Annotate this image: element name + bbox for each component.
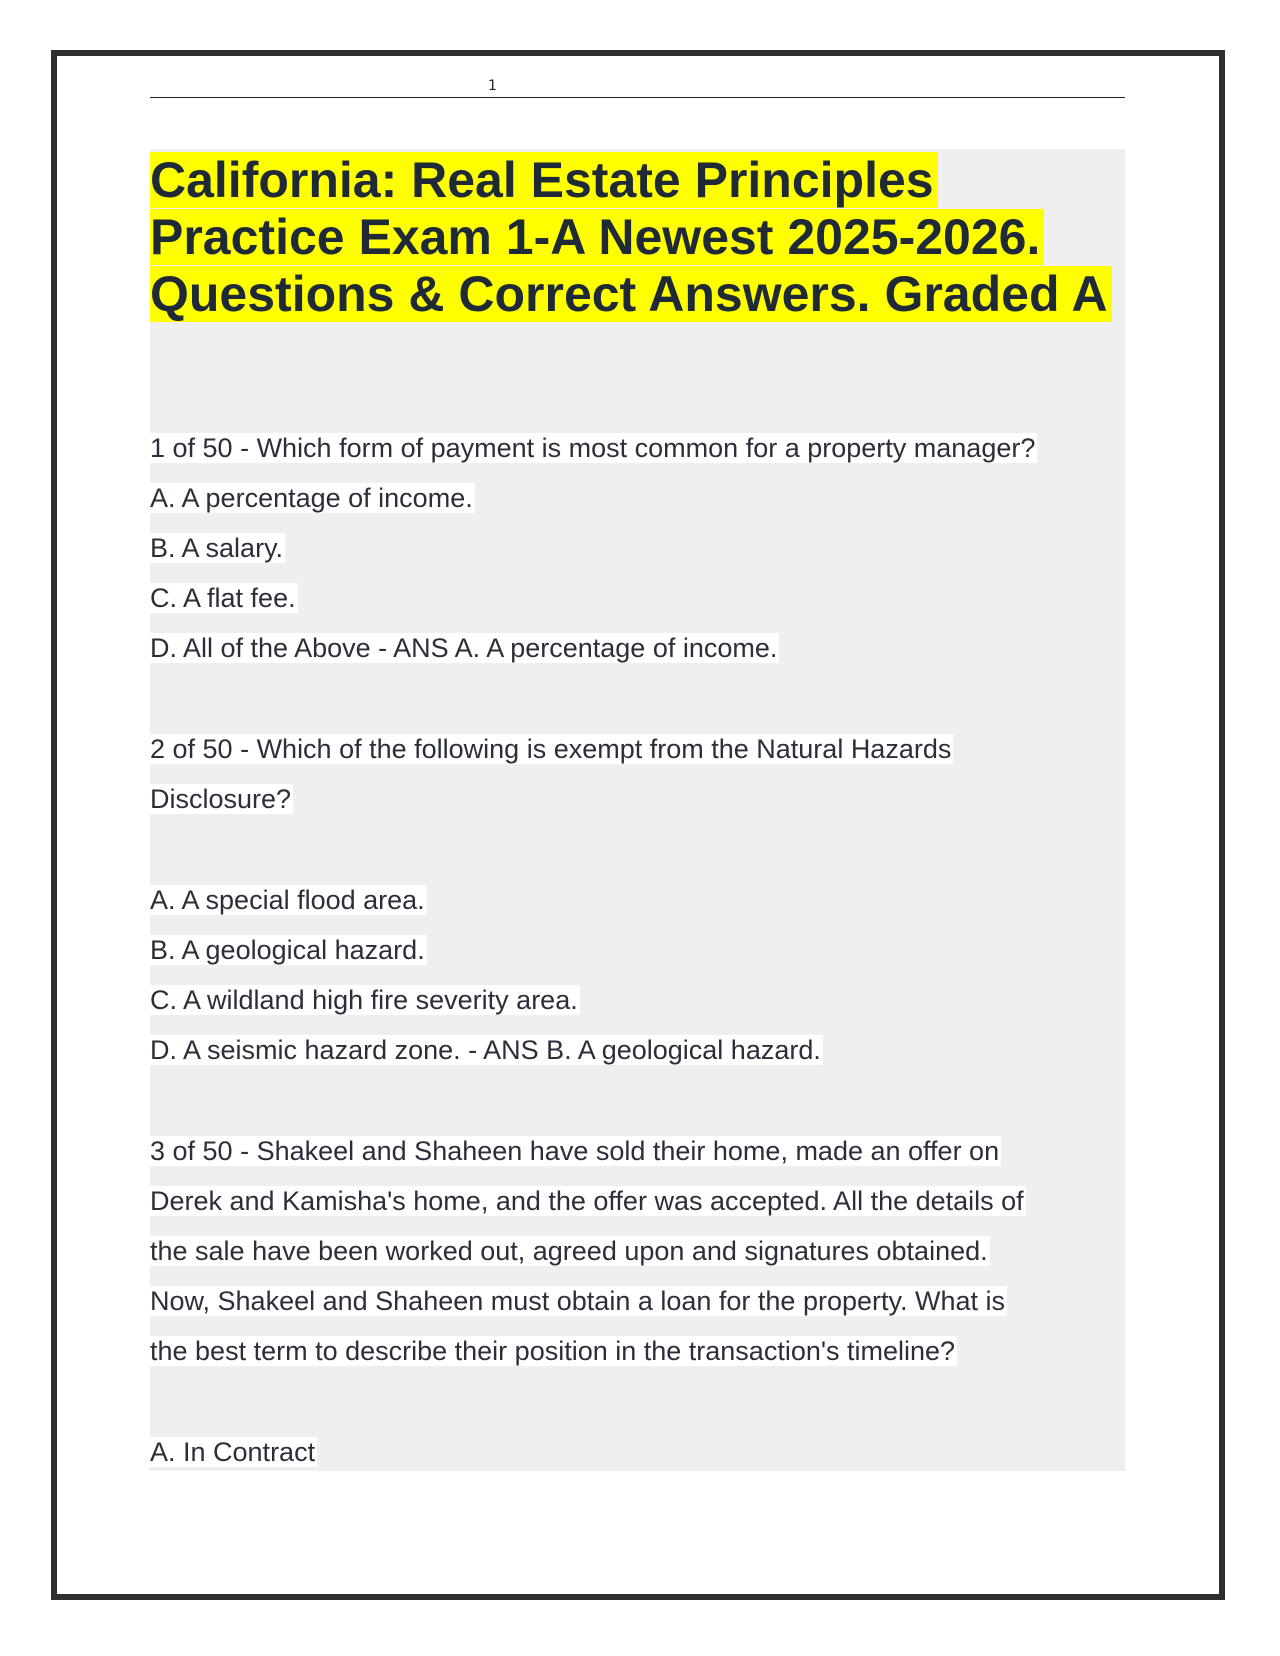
question-1-option-a: A. A percentage of income. — [150, 483, 473, 513]
question-3-text-line-5: the best term to describe their position in the transaction's timeline? — [150, 1336, 956, 1366]
page-number: 1 — [488, 78, 497, 94]
document-title — [150, 152, 1125, 323]
question-1-option-b: B. A salary. — [150, 533, 284, 563]
question-3-text-line-2: Derek and Kamisha's home, and the offer was accepted. All the details of — [150, 1186, 1024, 1216]
question-2-option-d-answer: D. A seismic hazard zone. - ANS B. A geological hazard. — [150, 1035, 821, 1065]
title-line-1: California: Real Estate Principles — [150, 152, 938, 208]
question-3-text-line-3: the sale have been worked out, agreed upon and signatures obtained. — [150, 1236, 988, 1266]
question-3-text-line-4: Now, Shakeel and Shaheen must obtain a loan for the property. What is — [150, 1286, 1006, 1316]
question-2-text-line-1: 2 of 50 - Which of the following is exempt from the Natural Hazards — [150, 734, 952, 764]
question-3-text-line-1: 3 of 50 - Shakeel and Shaheen have sold their home, made an offer on — [150, 1136, 1000, 1166]
question-1-option-c: C. A flat fee. — [150, 583, 296, 613]
question-2-option-a: A. A special flood area. — [150, 885, 425, 915]
question-1-text: 1 of 50 - Which form of payment is most common for a property manager? — [150, 433, 1036, 463]
title-line-3: Questions & Correct Answers. Graded A — [150, 266, 1112, 322]
content-background — [150, 149, 1125, 1471]
question-2-option-b: B. A geological hazard. — [150, 935, 425, 965]
title-line-2: Practice Exam 1-A Newest 2025-2026. — [150, 209, 1044, 265]
question-3-option-a: A. In Contract — [150, 1437, 316, 1467]
header-rule — [150, 97, 1125, 98]
question-1-option-d-answer: D. All of the Above - ANS A. A percentage of income. — [150, 633, 778, 663]
question-2-text-line-2: Disclosure? — [150, 784, 292, 814]
question-2-option-c: C. A wildland high fire severity area. — [150, 985, 578, 1015]
